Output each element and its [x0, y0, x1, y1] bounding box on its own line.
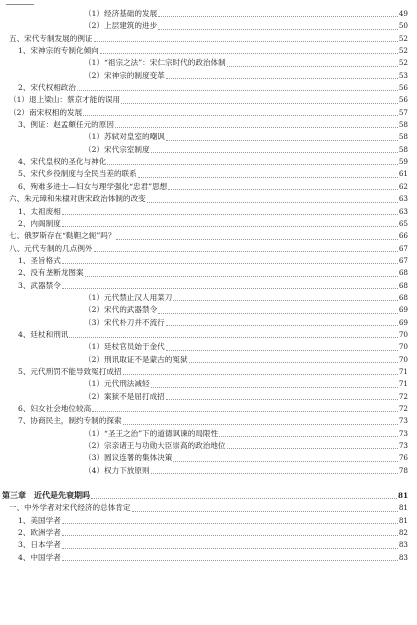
toc-entry[interactable]	[0, 539, 417, 551]
toc-page-number: 52	[398, 33, 408, 43]
toc-entry-title: 五、宋代专制发展的例证	[9, 33, 93, 43]
toc-entry[interactable]	[0, 317, 417, 329]
toc-entry-title: 3、武器禁令	[18, 280, 61, 290]
toc-entry[interactable]	[0, 82, 417, 94]
toc-entry-title: （1）经济基础的发展	[84, 9, 158, 18]
toc-page-number: 58	[398, 132, 408, 142]
dot-leader	[62, 288, 398, 289]
toc-entry-title: 八、元代专制的几点例外	[9, 243, 93, 253]
toc-entry-title: （2）上层建筑的进步	[84, 21, 158, 31]
toc-page-number: 67	[398, 243, 408, 253]
table-of-contents	[0, 8, 417, 564]
dot-leader	[62, 560, 398, 561]
toc-page-number: 70	[398, 354, 408, 364]
toc-entry[interactable]	[0, 280, 417, 292]
dot-leader	[62, 226, 398, 227]
dot-leader	[147, 202, 398, 203]
toc-entry[interactable]	[0, 452, 417, 464]
toc-entry[interactable]	[0, 218, 417, 230]
toc-page-number: 67	[398, 255, 408, 265]
dot-leader	[121, 103, 398, 104]
toc-entry-title: 4、宋代皇权的圣化与神化	[18, 157, 107, 167]
dot-leader	[77, 90, 398, 91]
toc-entry[interactable]	[0, 255, 417, 267]
dot-leader	[151, 152, 398, 153]
dot-leader	[69, 337, 397, 338]
toc-page-number: 81	[397, 491, 408, 501]
toc-page-number: 58	[398, 120, 408, 130]
dot-leader	[227, 448, 398, 449]
toc-entry[interactable]	[0, 354, 417, 366]
toc-entry-title: （2）宋代宗室制度	[84, 144, 150, 154]
toc-page-number: 50	[398, 21, 408, 31]
dot-leader	[151, 387, 398, 388]
dot-leader	[166, 325, 398, 326]
dot-leader	[158, 29, 398, 30]
toc-entry-title: （4）权力下放原则	[84, 465, 150, 475]
toc-entry-title: （1）退上梁山：蔡京才能的误用	[9, 95, 121, 105]
toc-entry[interactable]	[0, 465, 417, 477]
dot-leader	[132, 511, 398, 512]
toc-entry-title: 2、没有垄断龙图案	[18, 268, 84, 278]
dot-leader	[123, 374, 398, 375]
toc-entry-title: 2、内阁制度	[18, 218, 61, 228]
toc-page-number: 52	[398, 46, 408, 56]
toc-entry[interactable]	[0, 119, 417, 131]
toc-page-number: 71	[398, 379, 408, 389]
dot-leader	[107, 164, 397, 165]
toc-page-number: 70	[398, 342, 408, 352]
toc-entry[interactable]	[0, 45, 417, 57]
toc-entry-title: （2）南宋权相的发展	[9, 107, 83, 117]
dot-leader	[91, 498, 397, 499]
toc-entry-title: （1）“祖宗之法”：宋仁宗时代的政治体制	[84, 58, 226, 68]
dot-leader	[94, 41, 398, 42]
toc-page-number: 72	[398, 404, 408, 413]
toc-entry-title: 1、圣旨格式	[18, 255, 61, 265]
toc-entry-title: （1）廷杖官员始于金代	[84, 342, 165, 352]
toc-entry-title: 一、中外学者对宋代经济的总体肯定	[9, 503, 131, 513]
dot-leader	[116, 239, 397, 240]
toc-entry[interactable]	[0, 267, 417, 279]
toc-entry[interactable]	[0, 107, 417, 119]
toc-entry-title: （1）苏轼对皇室的嘲讽	[84, 132, 165, 142]
dot-leader	[189, 362, 398, 363]
dot-leader	[62, 263, 398, 264]
dot-leader	[166, 399, 398, 400]
dot-leader	[92, 411, 398, 412]
toc-page-number: 73	[398, 428, 408, 438]
toc-entry-title: （2）宋代的武器禁令	[84, 305, 158, 315]
toc-entry[interactable]	[0, 57, 417, 69]
toc-entry-title: 5、元代刑罚不能导致冤打成招	[18, 366, 122, 376]
toc-entry-title: （1）元代刑法减轻	[84, 379, 150, 389]
header-rule	[6, 4, 34, 5]
toc-page-number: 52	[398, 58, 408, 68]
toc-entry-title: （1）元代禁止汉人用菜刀	[84, 292, 173, 302]
dot-leader	[83, 115, 398, 116]
toc-page-number: 57	[398, 107, 408, 117]
toc-entry[interactable]	[0, 415, 417, 427]
toc-page-number: 73	[398, 416, 408, 426]
toc-page-number: 71	[398, 366, 408, 376]
dot-leader	[138, 177, 398, 178]
dot-leader	[85, 276, 398, 277]
toc-entry-title: 第三章 近代是先衰期吗	[2, 491, 90, 501]
toc-page-number: 68	[398, 268, 408, 278]
toc-entry[interactable]	[0, 366, 417, 378]
dot-leader	[219, 436, 398, 437]
toc-entry-title: 2、宋代权相政治	[18, 83, 76, 93]
dot-leader	[123, 424, 398, 425]
toc-entry[interactable]	[0, 94, 417, 106]
toc-page-number: 66	[398, 231, 408, 241]
toc-entry-title: 六、朱元璋和朱棣对唐宋政治体制的改变	[9, 194, 146, 204]
toc-entry[interactable]	[0, 428, 417, 440]
toc-entry-title: 1、太祖废相	[18, 206, 61, 216]
toc-page-number: 83	[398, 552, 408, 562]
toc-entry[interactable]	[0, 33, 417, 45]
toc-page-number: 78	[398, 465, 408, 475]
toc-page-number: 69	[398, 305, 408, 315]
toc-page-number: 62	[398, 181, 408, 191]
toc-entry[interactable]	[0, 70, 417, 82]
toc-entry-title: 3、例证：赵孟頫任元的原因	[18, 120, 114, 130]
toc-entry[interactable]	[0, 527, 417, 539]
toc-entry[interactable]	[0, 391, 417, 403]
dot-leader	[158, 313, 398, 314]
toc-entry-title: （3）圆议连署的集体决策	[84, 453, 173, 463]
toc-page-number: 53	[398, 70, 408, 80]
toc-entry-title: 七、俄罗斯存在“鞑靼之轭”吗？	[9, 231, 116, 241]
toc-entry-title: （2）案狱不是屈打成招	[84, 391, 165, 401]
toc-entry-title: （2）宋神宗的制度变革	[84, 70, 165, 80]
toc-entry[interactable]	[0, 131, 417, 143]
toc-page-number: 68	[398, 280, 408, 290]
dot-leader	[94, 251, 398, 252]
toc-page-number: 63	[398, 194, 408, 204]
toc-entry-title: （1）“圣王之治”下的道德讽谏的局限性	[84, 428, 219, 438]
toc-entry-title: 6、殉难多进士—妇女与理学强化“忠君”思想	[18, 181, 168, 191]
toc-entry-title: 5、宋代乡役制度与全民当差的联系	[18, 169, 137, 179]
toc-entry-title: （2）宗亲诸王与功勋大臣崇高的政治地位	[84, 441, 226, 451]
toc-entry[interactable]	[0, 8, 417, 20]
toc-chapter-entry[interactable]	[0, 490, 417, 502]
dot-leader	[115, 127, 398, 128]
toc-page-number: 68	[398, 292, 408, 302]
toc-page-number: 82	[398, 528, 408, 538]
toc-page-number: 72	[398, 391, 408, 401]
dot-leader	[62, 214, 398, 215]
toc-entry-title: 4、廷杖和刑讯	[18, 329, 69, 339]
dot-leader	[166, 350, 398, 351]
dot-leader	[100, 53, 398, 54]
toc-entry-title: （3）宋代朴刀并不流行	[84, 317, 165, 327]
toc-entry[interactable]	[0, 168, 417, 180]
toc-entry-title: 1、美国学者	[18, 515, 61, 525]
toc-page-number: 63	[398, 206, 408, 216]
toc-entry[interactable]	[0, 230, 417, 242]
toc-entry-title: （2）刑讯取证不是蒙古的冤狱	[84, 354, 188, 364]
toc-page-number: 83	[398, 540, 408, 550]
toc-entry-title: 1、宋神宗的专制化倾向	[18, 46, 99, 56]
toc-entry[interactable]	[0, 329, 417, 341]
dot-leader	[62, 523, 398, 524]
toc-entry[interactable]	[0, 181, 417, 193]
toc-entry[interactable]	[0, 292, 417, 304]
toc-entry[interactable]	[0, 403, 417, 415]
toc-entry-title: 3、日本学者	[18, 540, 61, 550]
toc-entry[interactable]	[0, 378, 417, 390]
toc-entry[interactable]	[0, 341, 417, 353]
toc-entry[interactable]	[0, 206, 417, 218]
toc-page-number: 58	[398, 144, 408, 154]
toc-entry-title: 2、欧洲学者	[18, 528, 61, 538]
toc-page-number: 81	[398, 515, 408, 525]
toc-page-number: 73	[398, 441, 408, 451]
toc-entry[interactable]	[0, 144, 417, 156]
toc-page-number: 76	[398, 453, 408, 463]
toc-entry-title: 6、妇女社会地位较高	[18, 404, 92, 413]
dot-leader	[166, 78, 398, 79]
toc-page-number: 56	[398, 95, 408, 105]
toc-page-number: 70	[398, 329, 408, 339]
dot-leader	[173, 300, 397, 301]
toc-page-number: 56	[398, 83, 408, 93]
dot-leader	[168, 189, 398, 190]
toc-page-number: 81	[398, 503, 408, 513]
dot-leader	[173, 461, 397, 462]
dot-leader	[227, 66, 398, 67]
dot-leader	[62, 535, 398, 536]
toc-page-number: 61	[398, 169, 408, 179]
toc-entry[interactable]	[0, 515, 417, 527]
toc-page-number: 49	[398, 9, 408, 18]
toc-entry[interactable]	[0, 502, 417, 514]
toc-page-number: 65	[398, 218, 408, 228]
toc-entry[interactable]	[0, 304, 417, 316]
dot-leader	[166, 140, 398, 141]
toc-entry[interactable]	[0, 552, 417, 564]
toc-entry[interactable]	[0, 156, 417, 168]
toc-entry[interactable]	[0, 243, 417, 255]
toc-entry[interactable]	[0, 440, 417, 452]
toc-page-number: 59	[398, 157, 408, 167]
dot-leader	[151, 473, 398, 474]
toc-entry-title: 7、协商民主，制约专制的探索	[18, 416, 122, 426]
dot-leader	[158, 16, 398, 17]
dot-leader	[62, 548, 398, 549]
toc-page-number: 69	[398, 317, 408, 327]
toc-entry[interactable]	[0, 20, 417, 32]
section-gap	[0, 477, 417, 490]
toc-entry-title: 4、中国学者	[18, 552, 61, 562]
toc-entry[interactable]	[0, 193, 417, 205]
